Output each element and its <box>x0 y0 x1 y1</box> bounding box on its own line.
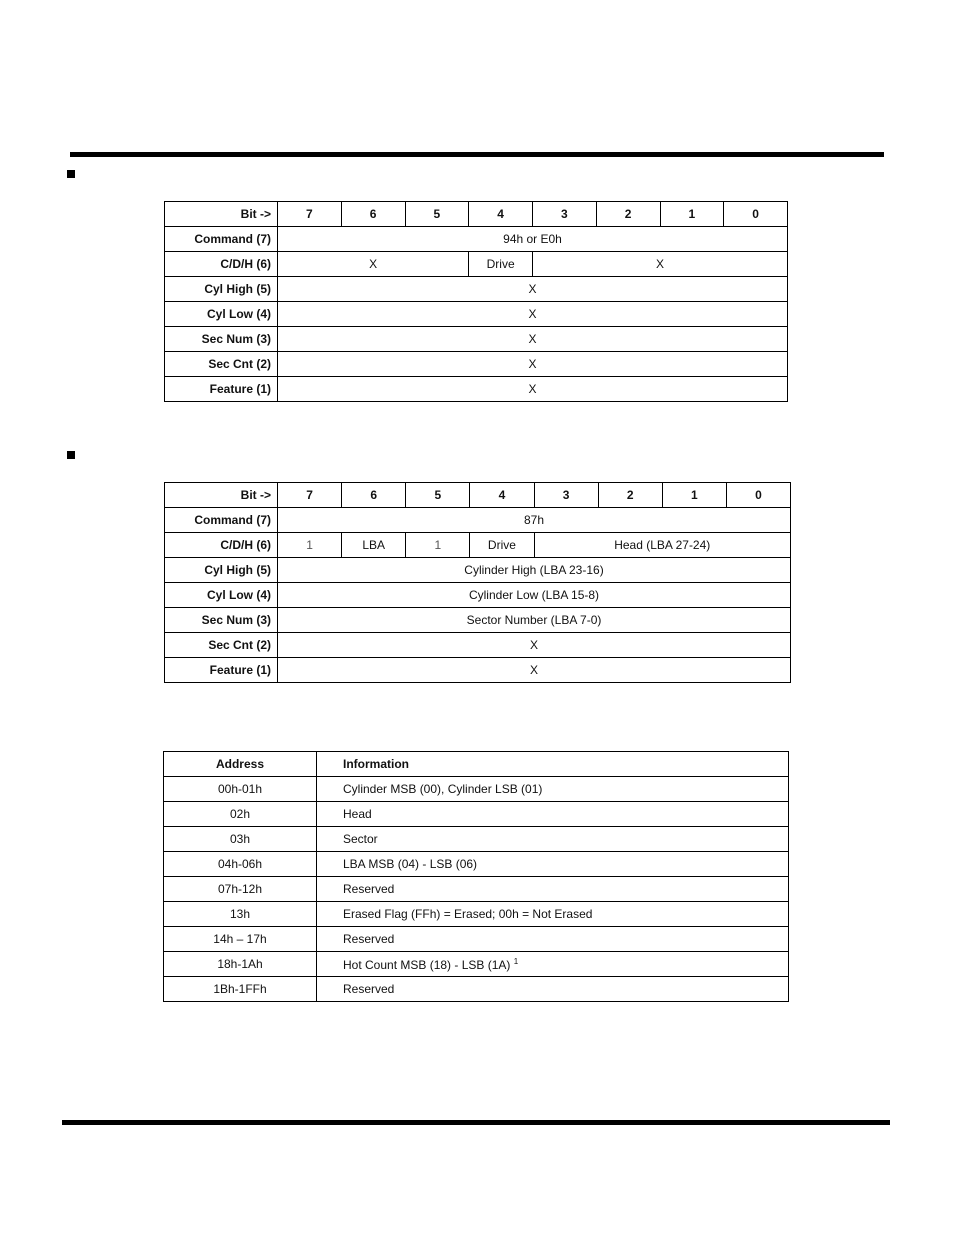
cdh-label: C/D/H (6) <box>165 533 278 558</box>
bit-2: 2 <box>596 202 660 227</box>
cdh-x-low: X <box>533 252 788 277</box>
address-cell: 02h <box>164 802 317 827</box>
address-info-table <box>163 751 789 1002</box>
information-cell: Reserved <box>317 877 789 902</box>
feature-label: Feature (1) <box>165 658 278 683</box>
sec-cnt-label: Sec Cnt (2) <box>165 633 278 658</box>
feature-value: X <box>278 658 791 683</box>
register-table-2 <box>164 482 791 683</box>
table-row <box>164 802 789 827</box>
bit-0: 0 <box>726 483 790 508</box>
bit-1: 1 <box>660 202 724 227</box>
table-row <box>164 877 789 902</box>
table-row <box>164 902 789 927</box>
cdh-label: C/D/H (6) <box>165 252 278 277</box>
information-cell: Erased Flag (FFh) = Erased; 00h = Not Erased <box>317 902 789 927</box>
command-row <box>165 227 788 252</box>
sec-cnt-value: X <box>278 633 791 658</box>
bit-3: 3 <box>533 202 597 227</box>
sec-num-label: Sec Num (3) <box>165 327 278 352</box>
cdh-x-high: X <box>278 252 469 277</box>
command-label: Command (7) <box>165 508 278 533</box>
cyl-low-label: Cyl Low (4) <box>165 302 278 327</box>
information-cell: LBA MSB (04) - LSB (06) <box>317 852 789 877</box>
cdh-bit-5: 1 <box>406 533 470 558</box>
bit-3: 3 <box>534 483 598 508</box>
table-row <box>164 952 789 977</box>
sec-cnt-row <box>165 352 788 377</box>
information-cell: Reserved <box>317 927 789 952</box>
sec-cnt-label: Sec Cnt (2) <box>165 352 278 377</box>
cyl-high-value: X <box>278 277 788 302</box>
sec-cnt-row <box>165 633 791 658</box>
information-cell: Reserved <box>317 977 789 1002</box>
table-row <box>164 977 789 1002</box>
cyl-low-label: Cyl Low (4) <box>165 583 278 608</box>
cdh-row <box>165 533 791 558</box>
information-cell: Head <box>317 802 789 827</box>
bit-5: 5 <box>405 202 469 227</box>
sec-cnt-value: X <box>278 352 788 377</box>
table-row <box>164 777 789 802</box>
cdh-bit-7: 1 <box>278 533 342 558</box>
cdh-lba: LBA <box>342 533 406 558</box>
feature-row <box>165 377 788 402</box>
cdh-row <box>165 252 788 277</box>
address-cell: 18h-1Ah <box>164 952 317 977</box>
cdh-drive: Drive <box>470 533 534 558</box>
information-cell: Sector <box>317 827 789 852</box>
address-header: Address <box>164 752 317 777</box>
cyl-high-row <box>165 277 788 302</box>
information-header: Information <box>317 752 789 777</box>
bit-header-label: Bit -> <box>165 202 278 227</box>
bit-2: 2 <box>598 483 662 508</box>
cyl-low-value: X <box>278 302 788 327</box>
address-cell: 13h <box>164 902 317 927</box>
address-cell: 04h-06h <box>164 852 317 877</box>
table-row <box>164 927 789 952</box>
bottom-rule <box>62 1120 890 1125</box>
information-cell <box>317 952 789 977</box>
command-row <box>165 508 791 533</box>
sec-num-row <box>165 327 788 352</box>
sec-num-label: Sec Num (3) <box>165 608 278 633</box>
address-cell: 14h – 17h <box>164 927 317 952</box>
bit-5: 5 <box>406 483 470 508</box>
command-value: 87h <box>278 508 791 533</box>
address-cell: 00h-01h <box>164 777 317 802</box>
cyl-low-value: Cylinder Low (LBA 15-8) <box>278 583 791 608</box>
sec-num-value: Sector Number (LBA 7-0) <box>278 608 791 633</box>
cyl-high-label: Cyl High (5) <box>165 277 278 302</box>
bit-7: 7 <box>278 483 342 508</box>
bit-header-row <box>165 202 788 227</box>
sec-num-value: X <box>278 327 788 352</box>
bit-0: 0 <box>724 202 788 227</box>
bit-6: 6 <box>342 483 406 508</box>
bit-4: 4 <box>469 202 533 227</box>
feature-value: X <box>278 377 788 402</box>
top-rule <box>70 152 884 157</box>
bit-header-label: Bit -> <box>165 483 278 508</box>
bit-7: 7 <box>278 202 342 227</box>
feature-row <box>165 658 791 683</box>
table-row <box>164 827 789 852</box>
cyl-high-row <box>165 558 791 583</box>
command-value: 94h or E0h <box>278 227 788 252</box>
address-cell: 03h <box>164 827 317 852</box>
cdh-head: Head (LBA 27-24) <box>534 533 791 558</box>
bullet-marker <box>67 170 75 178</box>
feature-label: Feature (1) <box>165 377 278 402</box>
command-label: Command (7) <box>165 227 278 252</box>
cyl-high-label: Cyl High (5) <box>165 558 278 583</box>
bit-header-row <box>165 483 791 508</box>
info-header-row <box>164 752 789 777</box>
sec-num-row <box>165 608 791 633</box>
table-row <box>164 852 789 877</box>
bit-6: 6 <box>341 202 405 227</box>
footnote-marker: 1 <box>513 956 519 966</box>
cdh-drive: Drive <box>469 252 533 277</box>
bit-4: 4 <box>470 483 534 508</box>
register-table-1 <box>164 201 788 402</box>
bullet-marker <box>67 451 75 459</box>
cyl-low-row <box>165 583 791 608</box>
information-text: Hot Count MSB (18) - LSB (1A) <box>343 957 511 972</box>
cyl-high-value: Cylinder High (LBA 23-16) <box>278 558 791 583</box>
address-cell: 07h-12h <box>164 877 317 902</box>
cyl-low-row <box>165 302 788 327</box>
bit-1: 1 <box>662 483 726 508</box>
address-cell: 1Bh-1FFh <box>164 977 317 1002</box>
information-cell: Cylinder MSB (00), Cylinder LSB (01) <box>317 777 789 802</box>
